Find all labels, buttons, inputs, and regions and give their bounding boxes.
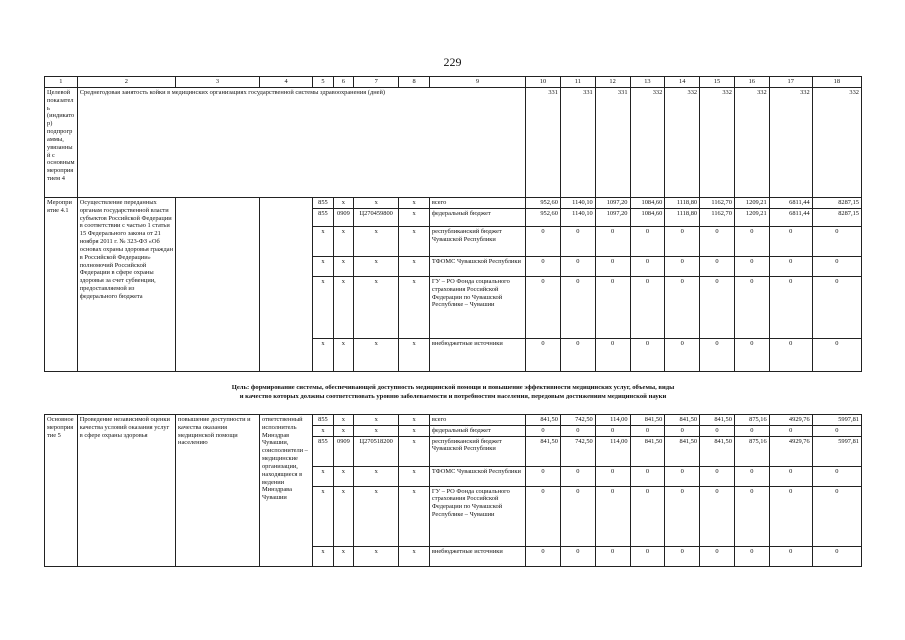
code-cell: Ц270518200 [354, 436, 399, 466]
col-number: 4 [259, 77, 312, 88]
col-number: 16 [734, 77, 769, 88]
value-cell: 0 [769, 257, 812, 277]
value-cell: 0 [769, 339, 812, 372]
funding-source: ТФОМС Чувашской Республики [429, 466, 525, 486]
value-cell: 841,50 [700, 415, 735, 426]
value-cell: 0 [526, 546, 561, 566]
value-cell: 1209,21 [734, 198, 769, 209]
funding-source: федеральный бюджет [429, 425, 525, 436]
row-label: Целевой показатель (индикатор) подпрограммы, увязанный с основным мероприятием 4 [45, 88, 78, 198]
row-label: Основное мероприятие 5 [45, 415, 78, 567]
page-number: 229 [443, 55, 462, 69]
target-indicator-row [45, 88, 862, 198]
value-cell: 0 [630, 546, 665, 566]
value-cell: 0 [526, 277, 561, 339]
value-cell: 0 [734, 425, 769, 436]
value-cell: 0 [595, 227, 630, 257]
value-cell: 952,60 [526, 209, 561, 227]
value-cell: 0 [812, 339, 861, 372]
value-cell: 0 [769, 546, 812, 566]
code-cell: х [333, 339, 353, 372]
col-number: 8 [399, 77, 430, 88]
code-cell: х [354, 486, 399, 546]
value-cell: 0 [665, 339, 700, 372]
code-cell: х [399, 546, 430, 566]
code-cell: х [333, 257, 353, 277]
value-cell: 0 [734, 486, 769, 546]
value-cell: 0 [769, 227, 812, 257]
col-number: 10 [526, 77, 561, 88]
value-cell: 0 [665, 425, 700, 436]
col-number: 18 [812, 77, 861, 88]
col-number: 11 [560, 77, 595, 88]
value-cell: 1084,60 [630, 198, 665, 209]
code-cell: х [313, 486, 333, 546]
program-table-bottom [44, 414, 862, 567]
value-cell: 331 [595, 88, 630, 198]
value-cell: 0 [665, 227, 700, 257]
value-cell: 0 [665, 486, 700, 546]
value-cell: 0 [769, 277, 812, 339]
column-number-row [45, 77, 862, 88]
code-cell: х [313, 546, 333, 566]
code-cell: х [399, 227, 430, 257]
value-cell: 114,00 [595, 436, 630, 466]
value-cell: 0 [630, 227, 665, 257]
value-cell: 0 [560, 339, 595, 372]
value-cell: 1097,20 [595, 198, 630, 209]
value-cell: 0 [630, 277, 665, 339]
value-cell: 952,60 [526, 198, 561, 209]
value-cell: 0 [665, 466, 700, 486]
code-cell: х [333, 198, 353, 209]
value-cell: 0 [812, 546, 861, 566]
value-cell: 0 [700, 277, 735, 339]
col-number: 3 [176, 77, 260, 88]
code-cell: х [354, 227, 399, 257]
value-cell: 0 [734, 227, 769, 257]
funding-source: ГУ – РО Фонда социального страхования Российской Федерации по Чувашской Республике – Чувашии [429, 277, 525, 339]
value-cell: 1084,60 [630, 209, 665, 227]
col-number: 7 [354, 77, 399, 88]
value-cell: 0 [700, 425, 735, 436]
value-cell: 6811,44 [769, 198, 812, 209]
value-cell: 0 [812, 486, 861, 546]
col-number: 17 [769, 77, 812, 88]
value-cell: 0 [560, 227, 595, 257]
table-row [45, 415, 862, 426]
value-cell: 0 [700, 227, 735, 257]
value-cell: 0 [526, 425, 561, 436]
value-cell: 0 [769, 466, 812, 486]
value-cell: 841,50 [665, 415, 700, 426]
code-cell: х [354, 277, 399, 339]
value-cell: 841,50 [526, 415, 561, 426]
executor: ответственный исполнитель Минздрав Чувашии, соисполнители – медицинские организации, находящиеся в ведении Минздрава Чувашии [259, 415, 312, 567]
code-cell: 0909 [333, 436, 353, 466]
code-cell: 855 [313, 415, 333, 426]
value-cell: 5997,81 [812, 415, 861, 426]
value-cell: 0 [595, 257, 630, 277]
value-cell: 0 [812, 277, 861, 339]
value-cell: 4929,76 [769, 436, 812, 466]
code-cell: х [399, 257, 430, 277]
value-cell: 742,50 [560, 415, 595, 426]
code-cell: х [399, 436, 430, 466]
value-cell: 0 [665, 257, 700, 277]
funding-source: ГУ – РО Фонда социального страхования Российской Федерации по Чувашской Республике – Чувашии [429, 486, 525, 546]
code-cell: х [399, 209, 430, 227]
code-cell: х [313, 227, 333, 257]
col-number: 14 [665, 77, 700, 88]
code-cell: х [333, 486, 353, 546]
value-cell: 0 [812, 257, 861, 277]
funding-source: всего [429, 198, 525, 209]
value-cell: 8287,15 [812, 209, 861, 227]
value-cell: 0 [734, 466, 769, 486]
code-cell: х [313, 425, 333, 436]
measure-description: Осуществление переданных органам государственной власти субъектов Российской Федерации в соответствии с частью 1 статьи 15 Федерального закона от 21 ноября 2011 г. № 323-ФЗ «Об основах охраны здоровья граждан в Российской Федерации» полномочий Российской Федерации в сфере охраны здоровья за счет субвенции, предоставляемой из федерального бюджета [77, 198, 175, 372]
value-cell: 0 [734, 277, 769, 339]
code-cell: х [399, 415, 430, 426]
value-cell: 1162,70 [700, 198, 735, 209]
value-cell: 841,50 [665, 436, 700, 466]
code-cell: 0909 [333, 209, 353, 227]
value-cell: 331 [560, 88, 595, 198]
value-cell: 875,16 [734, 436, 769, 466]
empty-cell [259, 198, 312, 372]
value-cell: 0 [700, 339, 735, 372]
code-cell: 855 [313, 436, 333, 466]
value-cell: 875,16 [734, 415, 769, 426]
value-cell: 1140,10 [560, 209, 595, 227]
code-cell: х [333, 425, 353, 436]
code-cell: х [333, 277, 353, 339]
code-cell: х [354, 425, 399, 436]
value-cell: 1162,70 [700, 209, 735, 227]
code-cell: 855 [313, 198, 333, 209]
value-cell: 0 [630, 425, 665, 436]
funding-source: всего [429, 415, 525, 426]
col-number: 6 [333, 77, 353, 88]
code-cell: х [313, 466, 333, 486]
col-number: 2 [77, 77, 175, 88]
value-cell: 0 [560, 277, 595, 339]
value-cell: 841,50 [630, 436, 665, 466]
code-cell: х [354, 339, 399, 372]
col-number: 13 [630, 77, 665, 88]
col-number: 5 [313, 77, 333, 88]
value-cell: 0 [812, 425, 861, 436]
value-cell: 742,50 [560, 436, 595, 466]
value-cell: 8287,15 [812, 198, 861, 209]
code-cell: х [333, 227, 353, 257]
funding-source: федеральный бюджет [429, 209, 525, 227]
value-cell: 0 [769, 425, 812, 436]
code-cell: х [399, 466, 430, 486]
code-cell: х [333, 466, 353, 486]
table-row [45, 198, 862, 209]
funding-source: внебюджетные источники [429, 546, 525, 566]
value-cell: 0 [595, 425, 630, 436]
value-cell: 332 [769, 88, 812, 198]
value-cell: 841,50 [526, 436, 561, 466]
value-cell: 332 [630, 88, 665, 198]
value-cell: 0 [665, 546, 700, 566]
code-cell: х [399, 486, 430, 546]
value-cell: 0 [630, 486, 665, 546]
value-cell: 332 [734, 88, 769, 198]
measure-description: Проведение независимой оценки качества условий оказания услуг в сфере охраны здоровья [77, 415, 175, 567]
code-cell: х [313, 339, 333, 372]
funding-source: ТФОМС Чувашской Республики [429, 257, 525, 277]
value-cell: 0 [700, 546, 735, 566]
code-cell: х [399, 277, 430, 339]
value-cell: 0 [700, 486, 735, 546]
col-number: 12 [595, 77, 630, 88]
value-cell: 0 [560, 257, 595, 277]
value-cell: 1209,21 [734, 209, 769, 227]
goal-heading [44, 384, 862, 402]
value-cell: 0 [526, 257, 561, 277]
funding-source: республиканский бюджет Чувашской Республики [429, 436, 525, 466]
value-cell: 0 [560, 546, 595, 566]
value-cell: 0 [595, 339, 630, 372]
value-cell: 0 [630, 339, 665, 372]
value-cell: 0 [526, 486, 561, 546]
value-cell: 332 [812, 88, 861, 198]
code-cell: х [399, 198, 430, 209]
code-cell: Ц270459800 [354, 209, 399, 227]
col-number: 15 [700, 77, 735, 88]
value-cell: 0 [769, 486, 812, 546]
value-cell: 0 [700, 257, 735, 277]
indicator-description: Среднегодовая занятость койки в медицинских организациях государственной системы здравоохранения (дней) [77, 88, 525, 198]
funding-source: внебюджетные источники [429, 339, 525, 372]
col-number: 9 [429, 77, 525, 88]
code-cell: х [354, 198, 399, 209]
funding-source: республиканский бюджет Чувашской Республики [429, 227, 525, 257]
code-cell: х [313, 277, 333, 339]
code-cell: х [313, 257, 333, 277]
value-cell: 0 [595, 277, 630, 339]
value-cell: 0 [700, 466, 735, 486]
value-cell: 0 [630, 466, 665, 486]
code-cell: х [354, 257, 399, 277]
value-cell: 0 [812, 227, 861, 257]
col-number: 1 [45, 77, 78, 88]
value-cell: 0 [560, 425, 595, 436]
code-cell: х [333, 415, 353, 426]
value-cell: 0 [595, 466, 630, 486]
goal-line: и качество которых должны соответствовать уровню заболеваемости и потребностям населения, передовым достижениям медицинской науки [239, 392, 667, 400]
goal-line: Цель: формирование системы, обеспечивающей доступность медицинской помощи и повышение эффективности медицинских услуг, объемы, виды [231, 384, 675, 391]
code-cell: 855 [313, 209, 333, 227]
value-cell: 332 [665, 88, 700, 198]
value-cell: 0 [560, 466, 595, 486]
value-cell: 0 [734, 546, 769, 566]
value-cell: 0 [630, 257, 665, 277]
value-cell: 331 [526, 88, 561, 198]
code-cell: х [354, 466, 399, 486]
value-cell: 5997,81 [812, 436, 861, 466]
value-cell: 4929,76 [769, 415, 812, 426]
value-cell: 0 [526, 339, 561, 372]
value-cell: 841,50 [630, 415, 665, 426]
value-cell: 0 [595, 486, 630, 546]
value-cell: 1140,10 [560, 198, 595, 209]
value-cell: 1097,20 [595, 209, 630, 227]
value-cell: 114,00 [595, 415, 630, 426]
value-cell: 0 [734, 339, 769, 372]
code-cell: х [354, 546, 399, 566]
value-cell: 0 [526, 466, 561, 486]
code-cell: х [333, 546, 353, 566]
value-cell: 1118,80 [665, 198, 700, 209]
value-cell: 1118,80 [665, 209, 700, 227]
value-cell: 0 [812, 466, 861, 486]
value-cell: 332 [700, 88, 735, 198]
row-label: Мероприятие 4.1 [45, 198, 78, 372]
value-cell: 0 [734, 257, 769, 277]
value-cell: 0 [526, 227, 561, 257]
program-table-top [44, 76, 862, 372]
value-cell: 0 [595, 546, 630, 566]
value-cell: 6811,44 [769, 209, 812, 227]
value-cell: 841,50 [700, 436, 735, 466]
code-cell: х [354, 415, 399, 426]
empty-cell [176, 198, 260, 372]
expected-result: повышение доступности и качества оказания медицинской помощи населению [176, 415, 260, 567]
value-cell: 0 [665, 277, 700, 339]
code-cell: х [399, 425, 430, 436]
value-cell: 0 [560, 486, 595, 546]
code-cell: х [399, 339, 430, 372]
